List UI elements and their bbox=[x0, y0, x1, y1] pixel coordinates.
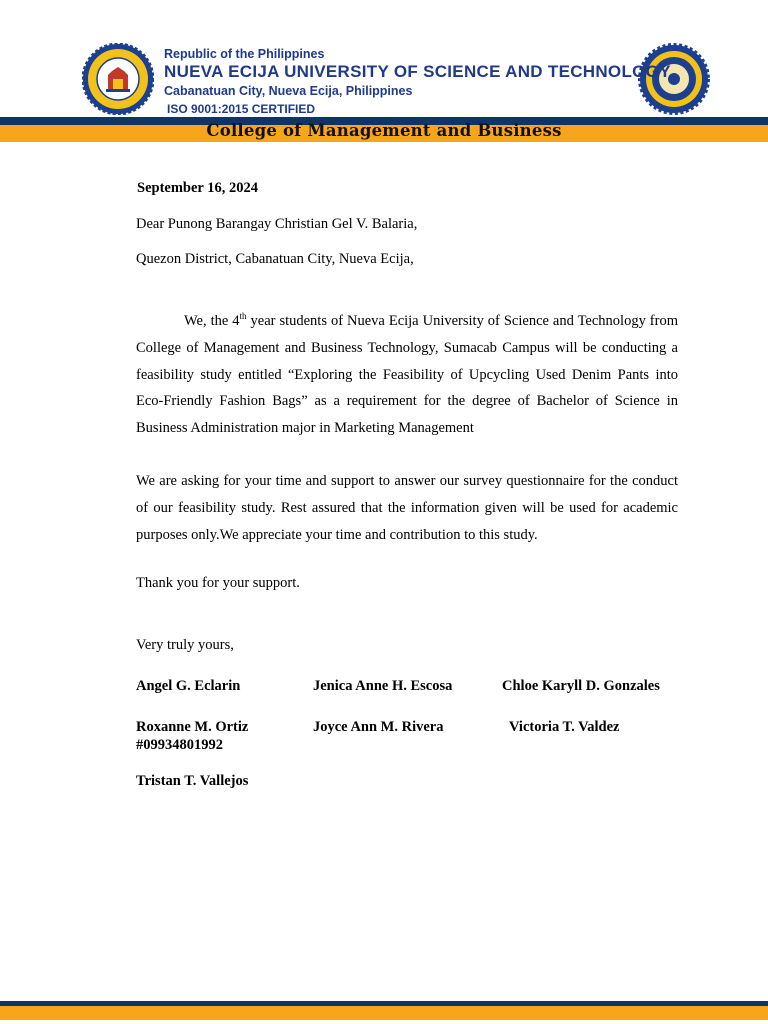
signatory-6: Victoria T. Valdez bbox=[509, 719, 620, 735]
university-address: Cabanatuan City, Nueva Ecija, Philippines bbox=[164, 84, 413, 98]
signatory-3: Chloe Karyll D. Gonzales bbox=[502, 678, 660, 694]
ordinal-suffix: th bbox=[239, 311, 247, 322]
republic-line: Republic of the Philippines bbox=[164, 47, 325, 61]
signatory-7: Tristan T. Vallejos bbox=[136, 773, 249, 789]
recipient-address: Quezon District, Cabanatuan City, Nueva Ecija, bbox=[136, 251, 414, 267]
footer-band-orange bbox=[0, 1006, 768, 1020]
signatory-4: Roxanne M. Ortiz bbox=[136, 719, 249, 735]
college-name: College of Management and Business bbox=[206, 121, 562, 140]
body-paragraph-2: We are asking for your time and support to answer our survey questionnaire for the conduct of our feasibility study. Rest assured that the information given will be used for academic purposes only.We appreciate your time and contribution to this study. bbox=[136, 473, 678, 543]
para1-rest: year students of Nueva Ecija University of Science and Technology from College of Management and Business Technology, Sumacab Campus will be conducting a feasibility study entitled “Exploring the Feasibility of Upcycling Used Denim Pants into Eco-Friendly Fashion Bags” as a requirement for the degree of Bachelor of Science in Business Administration major in Marketing Management bbox=[136, 313, 678, 437]
university-name: NUEVA ECIJA UNIVERSITY OF SCIENCE AND TECHNOLOGY bbox=[164, 62, 671, 81]
letter-date: September 16, 2024 bbox=[137, 180, 258, 196]
para1-start: We, the 4 bbox=[184, 313, 240, 329]
salutation: Dear Punong Barangay Christian Gel V. Balaria, bbox=[136, 216, 418, 232]
closing: Very truly yours, bbox=[136, 637, 234, 653]
iso-certification: ISO 9001:2015 CERTIFIED bbox=[167, 102, 316, 116]
signatory-4-phone: #09934801992 bbox=[136, 737, 223, 753]
body-paragraph-1 bbox=[136, 308, 678, 442]
university-seal-left-icon bbox=[82, 43, 154, 115]
thanks-line: Thank you for your support. bbox=[136, 575, 300, 591]
signatory-1: Angel G. Eclarin bbox=[136, 678, 241, 694]
signatory-5: Joyce Ann M. Rivera bbox=[313, 719, 444, 735]
signatory-2: Jenica Anne H. Escosa bbox=[313, 678, 453, 694]
